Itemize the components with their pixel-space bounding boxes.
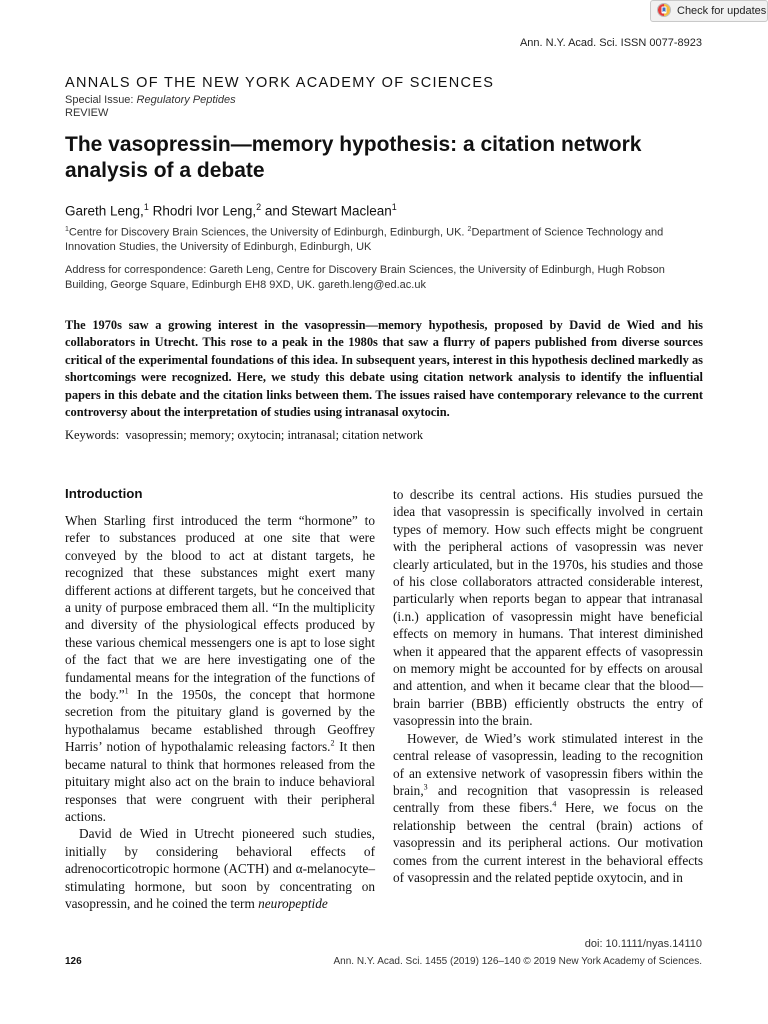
keywords	[65, 428, 423, 443]
text-run: It then became natural to think that hormones released from the pituitary might also act on the brain to induce behavioral responses that were congruent with their peripheral actions.	[65, 739, 376, 824]
body-column-right	[393, 486, 703, 886]
text-run: Here, we focus on the relationship between the central (brain) actions of vasopressin and its peripheral actions. Our motivation comes from the current interest in the behavioral effects of vasopressin and the related peptide oxytocin, and in	[393, 800, 703, 885]
author-list	[65, 202, 397, 219]
body-column-left	[65, 512, 375, 912]
paragraph	[65, 512, 375, 825]
affiliations	[65, 223, 705, 255]
section-heading-introduction: Introduction	[65, 486, 143, 501]
special-issue-prefix: Special Issue:	[65, 94, 137, 106]
check-for-updates-label: Check for updates	[677, 5, 767, 17]
author-name: Stewart Maclean	[291, 203, 392, 219]
footer-citation: Ann. N.Y. Acad. Sci. 1455 (2019) 126–140 © 2019 New York Academy of Sciences.	[333, 956, 702, 967]
crossmark-icon	[657, 3, 671, 20]
special-issue-title: Regulatory Peptides	[136, 94, 236, 106]
abstract: The 1970s saw a growing interest in the vasopressin—memory hypothesis, proposed by David de Wied and his collaborators in Utrecht. This rose to a peak in the 1980s that saw a flurry of papers published from diverse sources critical of the experimental foundations of this idea. In subsequent years, interest in this hypothesis declined markedly as shortcomings were recognized. Here, we study this debate using citation network analysis to identify the influential papers in this debate and the citation links between them. The issues raised have contemporary relevance to the current controversy about the interpretation of studies using intranasal oxytocin.	[65, 318, 703, 420]
text-run: David de Wied in Utrecht pioneered such studies, initially by considering behavioral effects of adrenocorticotropic hormone (ACTH) and α-melanocyte–stimulating hormone, but soon by concentrating on vasopressin, and he coined the term	[65, 826, 375, 911]
ref-sup: 2	[330, 738, 335, 748]
check-for-updates-button[interactable]	[650, 0, 768, 22]
paragraph	[393, 730, 703, 887]
affil-text: Department of Science Technology and Innovation Studies, the University of Edinburgh, Edinburgh, UK	[65, 226, 664, 254]
journal-name: ANNALS OF THE NEW YORK ACADEMY OF SCIENCES	[65, 75, 495, 91]
article-type: REVIEW	[65, 107, 109, 119]
paragraph	[65, 825, 375, 912]
emphasis: neuropeptide	[258, 895, 328, 911]
keywords-label: Keywords:	[65, 428, 120, 442]
special-issue	[65, 94, 236, 106]
author-affil-sup: 1	[391, 202, 397, 212]
affil-sup: 1	[65, 226, 69, 233]
text-run: and recognition that vasopressin is released centrally from these fibers.	[393, 782, 703, 816]
journal-issn: Ann. N.Y. Acad. Sci. ISSN 0077-8923	[519, 37, 702, 49]
correspondence: Address for correspondence: Gareth Leng, Centre for Discovery Brain Sciences, the University of Edinburgh, Hugh Robson Building, George Square, Edinburgh EH8 9XD, UK. gareth.leng@ed.ac.uk	[65, 264, 665, 291]
author-name: Rhodri Ivor Leng,	[152, 203, 257, 219]
ref-sup: 1	[124, 686, 129, 696]
author-affil-sup: 1	[143, 202, 149, 212]
article-title: The vasopressin—memory hypothesis: a citation network analysis of a debate	[65, 133, 642, 182]
paragraph: to describe its central actions. His studies pursued the idea that vasopressin is specifically involved in certain types of memory. How such effects might be congruent with the peripheral actions of vasopressin was never clearly articulated, but in the 1970s, his studies and those of his close collaborators attracted considerable interest, particularly when reports began to appear that intranasal (i.n.) application of vasopressin might have beneficial effects on memory in humans. That interest diminished when it appeared that the apparent effects of vasopressin on memory might be accounted for by effects on arousal and attention, and when it became clear that the blood—brain barrier (BBB) efficiently obstructs the entry of vasopressin into the brain.	[393, 487, 703, 729]
author-affil-sup: 2	[256, 202, 262, 212]
text-run: When Starling first introduced the term “hormone” to refer to substances produced at one site that were conveyed by the blood to act at distant targets, he recognized that these substances might exert many different actions at different targets, but he conceived that a unity of purpose embraced them all. “In the multiplicity and diversity of the physiological effects produced by these various chemical messengers one is apt to lose sight of the fact that we are here investigating one of the fundamental means for the integration of the functions of the body.”	[65, 513, 375, 703]
ref-sup: 3	[423, 782, 428, 792]
text-run: In the 1950s, the concept that hormone secretion from the pituitary gland is governed by the hypothalamus became established through Geoffrey Harris’ notion of hypothalamic releasing factors.	[65, 687, 375, 755]
text-run: However, de Wied’s work stimulated interest in the central release of vasopressin, leading to the recognition of an extensive network of vasopressin fibers within the brain,	[393, 730, 703, 798]
author-name: Gareth Leng,	[65, 203, 144, 219]
page-number: 126	[65, 956, 82, 967]
affil-sup: 2	[467, 226, 472, 233]
doi: doi: 10.1111/nyas.14110	[584, 938, 702, 950]
keywords-text: vasopressin; memory; oxytocin; intranasal; citation network	[125, 428, 424, 442]
affil-text: Centre for Discovery Brain Sciences, the University of Edinburgh, Edinburgh, UK.	[68, 226, 468, 239]
ref-sup: 4	[552, 799, 557, 809]
author-separator: and	[261, 203, 292, 219]
